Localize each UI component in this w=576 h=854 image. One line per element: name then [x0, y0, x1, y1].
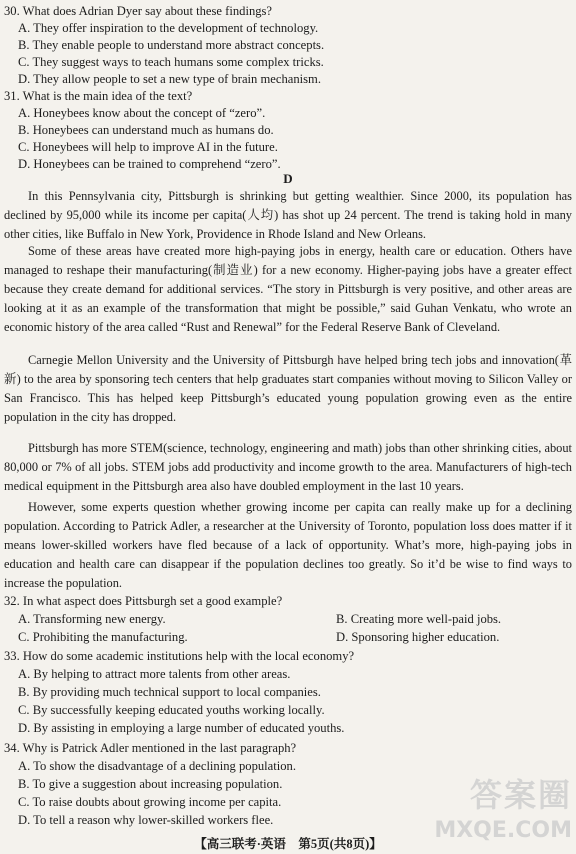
question-30-option-d: D. They allow people to set a new type of brain mechanism.: [18, 72, 321, 86]
question-33-stem: 33. How do some academic institutions help with the local economy?: [4, 649, 355, 663]
passage-paragraph-1: In this Pennsylvania city, Pittsburgh is shrinking but getting wealthier. Since 2000, its population has declined by 95,000 while its income per capita(人均) has shot up 24 percent. The trend is taking hold in many other cities, like Buffalo in New York, Providence in Rhode Island and New Orleans.: [4, 189, 572, 241]
watermark-url: MXQE.COM: [434, 818, 572, 843]
question-32-stem: 32. In what aspect does Pittsburgh set a good example?: [4, 594, 283, 608]
question-34-option-a: A. To show the disadvantage of a declining population.: [18, 759, 296, 773]
question-31-stem: 31. What is the main idea of the text?: [4, 89, 193, 103]
question-33-option-c: C. By successfully keeping educated youths working locally.: [18, 703, 325, 717]
passage-paragraph-3: Carnegie Mellon University and the University of Pittsburgh have helped bring tech jobs and innovation(革新) to the area by sponsoring tech centers that help graduates start companies without moving to Silicon Valley or San Francisco. This has helped keep Pittsburgh’s educated young population growing even as the entire population in the city has dropped.: [4, 353, 572, 424]
passage-paragraph-4: Pittsburgh has more STEM(science, technology, engineering and math) jobs than other shrinking cities, about 80,000 or 7% of all jobs. STEM jobs add productivity and income growth to the area. Manufacturers of high-tech medical equipment in the Pittsburgh area also have doubled employment in the last 10 years.: [4, 441, 572, 493]
question-34-stem: 34. Why is Patrick Adler mentioned in the last paragraph?: [4, 741, 297, 755]
question-34-option-b: B. To give a suggestion about increasing population.: [18, 777, 283, 791]
passage-paragraph-5: However, some experts question whether growing income per capita can really make up for a declining population. According to Patrick Adler, a researcher at the University of Toronto, population loss does matter if it means lower-skilled workers have fled because of a lack of opportunity. What’s more, high-paying jobs in education and health care can disappear if the population declines too greatly. So it’d be wise to find ways to increase the population.: [4, 500, 572, 590]
question-32-option-d: D. Sponsoring higher education.: [336, 630, 500, 644]
page-footer: 【高三联考·英语 第5页(共8页)】: [194, 837, 382, 851]
question-33-option-b: B. By providing much technical support to local companies.: [18, 685, 321, 699]
question-30-option-c: C. They suggest ways to teach humans some complex tricks.: [18, 55, 324, 69]
question-34-option-d: D. To tell a reason why lower-skilled workers flee.: [18, 813, 274, 827]
question-30-option-b: B. They enable people to understand more abstract concepts.: [18, 38, 325, 52]
passage-paragraph-2: Some of these areas have created more high-paying jobs in energy, health care or education. Others have managed to reshape their manufacturing(制造业) for a new economy. Higher-paying jobs have a greater effect because they create demand for additional services. “The story in Pittsburgh is very positive, and other areas are looking at it as an example of the transformation that might be possible,” said Guhan Venkatu, who wrote an economic history of the area called “Rust and Renewal” for the Federal Reserve Bank of Cleveland.: [4, 244, 572, 334]
question-32-option-c: C. Prohibiting the manufacturing.: [18, 630, 188, 644]
watermark-logo-text: 答案圈: [469, 776, 572, 814]
question-31-option-a: A. Honeybees know about the concept of “zero”.: [18, 106, 266, 120]
question-32-option-b: B. Creating more well-paid jobs.: [336, 612, 502, 626]
question-33-option-a: A. By helping to attract more talents from other areas.: [18, 667, 291, 681]
question-30-stem: 30. What does Adrian Dyer say about these findings?: [4, 4, 273, 18]
question-34-option-c: C. To raise doubts about growing income per capita.: [18, 795, 282, 809]
question-30-option-a: A. They offer inspiration to the development of technology.: [18, 21, 319, 35]
passage-title: D: [283, 171, 293, 186]
question-31-option-b: B. Honeybees can understand much as humans do.: [18, 123, 274, 137]
question-31-option-d: D. Honeybees can be trained to comprehend “zero”.: [18, 157, 281, 171]
question-32-option-a: A. Transforming new energy.: [18, 612, 166, 626]
question-31-option-c: C. Honeybees will help to improve AI in the future.: [18, 140, 278, 154]
question-33-option-d: D. By assisting in employing a large number of educated youths.: [18, 721, 345, 735]
